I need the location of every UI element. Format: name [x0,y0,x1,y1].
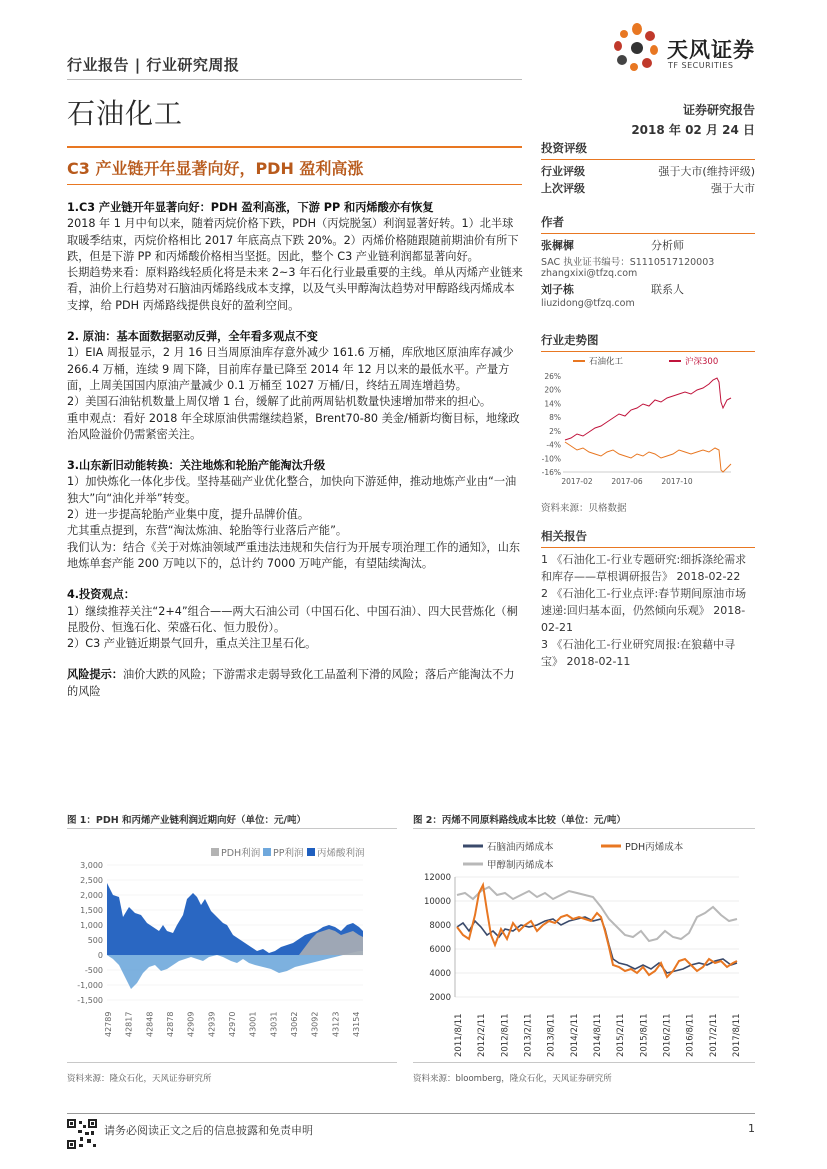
fig2-title: 图 2：丙烯不同原料路线成本比较（单位：元/吨） [413,815,626,826]
author-1-name: 张樨樨 [541,239,574,252]
section-1-para-1: 2018 年 1 月中旬以来，随着丙烷价格下跌，PDH（丙烷脱氢）利润显著好转。1）北半球取暖季结束，丙烷价格相比 2017 年底高点下跌 20%。2）丙烯价格随跟随前期油价有所下跌，但是下游 PP 和丙烯酸价格相当坚挺。因此，整个 C3 产业链利润都显著向好。 [67,217,519,263]
fig1-y-tick: 0 [97,951,103,960]
trend-block [541,332,755,352]
fig1-x-tick: 42970 [228,1011,237,1037]
headline-rule-bottom [67,184,522,185]
trend-y-tick: 8% [549,413,561,423]
fig1-y-tick: 2,000 [80,891,103,900]
fig1-x-tick: 43154 [352,1011,361,1037]
fig2-x-tick: 2012/8/11 [500,1013,511,1057]
fig2-x-tick: 2013/8/11 [546,1013,557,1057]
footer-disclaimer[interactable]: 请务必阅读正文之后的信息披露和免责申明 [104,1124,313,1137]
related-report-3[interactable]: 3 《石油化工-行业研究周报:在狼藉中寻宝》 2018-02-11 [541,638,736,668]
fig2-x-tick: 2011/8/11 [454,1013,464,1057]
section-2-para-3: 重申观点：看好 2018 年全球原油供需继续趋紧，Brent70-80 美金/桶新均衡目标，地缘政治风险溢价仍需紧密关注。 [67,411,520,441]
section-3-para-4: 我们认为：结合《关于对炼油领域严重违法违规和失信行为开展专项治理工作的通知》，山东地炼单套产能 200 万吨以下的，总计约 7000 万吨产能，有望陆续淘汰。 [67,540,521,570]
fig1-y-tick: 500 [87,936,103,945]
section-4-para-1: 1）继续推荐关注“2+4”组合——两大石油公司（中国石化、中国石油）、四大民营炼化（桐昆股份、恒逸石化、荣盛石化、恒力股份）。 [67,604,518,634]
report-date: 2018 年 02 月 24 日 [631,123,755,137]
fig1-bottom-rule [67,1062,397,1063]
qr-code-icon [67,1119,97,1149]
series-hs300 [565,378,731,440]
fig2-x-tick: 2014/2/11 [569,1013,580,1057]
author-2-role: 联系人 [651,283,684,296]
trend-y-tick: -4% [546,440,561,450]
fig2-x-tick: 2013/2/11 [523,1013,534,1057]
headline-rule-top [67,146,522,148]
section-2-title: 2. 原油：基本面数据驱动反弹，全年看多观点不变 [67,330,318,344]
trend-y-tick: -16% [541,468,561,477]
trend-y-tick: 14% [544,399,561,409]
related-report-2[interactable]: 2 《石油化工-行业点评:春节期间原油市场速递:回归基本面，仍然倾向乐观》 2018-02-21 [541,587,747,634]
section-2-para-2: 2）美国石油钻机数量上周仅增 1 台，缓解了此前两周钻机数量快速增加带来的担心。 [67,395,492,409]
series-naphtha [457,917,737,973]
fig1-rule [67,828,397,829]
legend-swatch-pp [263,848,271,856]
fig1-y-tick: -1,500 [77,996,103,1005]
fig2-x-tick: 2016/2/11 [662,1013,673,1057]
trend-y-tick: 26% [544,372,561,381]
report-type: 证券研究报告 [682,103,755,117]
section-3-title: 3.山东新旧动能转换：关注地炼和轮胎产能淘汰升级 [67,459,326,473]
legend-hs300: 沪深300 [685,357,719,367]
legend-naphtha: 石脑油丙烯成本 [487,842,554,853]
author-2-name: 刘子栋 [541,283,574,296]
legend-mto: 甲醇制丙烯成本 [487,860,554,871]
brand-name-en: TF SECURITIES [668,61,734,70]
fig2-bottom-rule [413,1062,755,1063]
risk-text: 油价大跌的风险；下游需求走弱导致化工品盈利下滑的风险；落后产能淘汰不力的风险 [67,668,515,698]
section-1-title: 1.C3 产业链开年显著向好：PDH 盈利高涨，下游 PP 和丙烯酸亦有恢复 [67,201,434,214]
trend-title: 行业走势图 [541,332,755,352]
fig2-x-tick: 2016/8/11 [685,1013,696,1057]
rating-label: 行业评级 [541,165,585,178]
trend-x-tick: 2017-10 [661,477,693,486]
related-block [541,528,755,670]
rating-block [541,140,755,197]
fig2-x-tick: 2012/2/11 [477,1013,488,1057]
trend-y-tick: 20% [544,385,561,395]
legend-swatch-pdh [211,848,219,856]
fig2-y-tick: 10000 [423,897,451,907]
headline: C3 产业链开年显著向好，PDH 盈利高涨 [67,159,364,178]
section-4-title: 4.投资观点： [67,588,135,602]
fig1-x-tick: 42878 [166,1011,175,1037]
fig1-x-tick: 43062 [290,1011,299,1037]
section-1-para-2: 长期趋势来看：原料路线轻质化将是未来 2~3 年石化行业最重要的主线。单从丙烯产业链来看，油价上行趋势对石脑油丙烯路线成本支撑，以及气头甲醇淘汰趋势对甲醇路线丙烯成本支撑，给 PDH 丙烯路线提供良好的盈利空间。 [67,266,523,312]
rating-value: 强于大市(维持评级) [658,165,755,178]
trend-x-tick: 2017-02 [561,477,593,486]
header-rule [67,79,522,80]
fig1-x-tick: 42848 [145,1011,155,1037]
section-4-para-2: 2）C3 产业链近期景气回升，重点关注卫星石化。 [67,637,317,651]
fig1-title: 图 1：PDH 和丙烯产业链利润近期向好（单位：元/吨） [67,815,306,826]
fig2-x-tick: 2015/2/11 [616,1013,627,1057]
risk-label: 风险提示： [67,668,123,682]
report-category: 行业报告 | 行业研究周报 [67,56,240,74]
fig2-source: 资料来源：bloomberg，隆众石化，天风证券研究所 [413,1074,612,1084]
prev-rating-label: 上次评级 [541,182,585,195]
fig2-x-tick: 2017/2/11 [708,1013,719,1057]
fig2-chart [413,835,755,1060]
fig1-x-tick: 43001 [248,1011,258,1037]
authors-block [541,214,755,309]
rating-title: 投资评级 [541,140,755,160]
tf-logo-icon [610,20,664,74]
fig2-y-tick: 6000 [429,945,451,955]
related-title: 相关报告 [541,528,755,548]
trend-y-tick: -10% [541,454,561,464]
fig1-y-tick: -1,000 [77,981,103,990]
legend-swatch-acrylic [307,848,315,856]
fig1-y-tick: 3,000 [80,861,103,870]
fig1-x-tick: 42789 [104,1011,113,1037]
fig1-x-tick: 43123 [331,1011,341,1037]
fig2-x-tick: 2017/8/11 [732,1013,742,1057]
legend-pp: PP利润 [273,848,304,859]
section-2-para-1: 1）EIA 周报显示，2 月 16 日当周原油库存意外减少 161.6 万桶，库欣地区原油库存减少 266.4 万桶，连续 9 周下降，目前库存量已降至 2014 年 12 月以来的最低水平。产量方面，上周美国国内原油产量减少 0.1 万桶至 1027 万桶/日，终结五周连增趋势。 [67,346,514,392]
fig1-x-tick: 42817 [124,1011,134,1037]
section-3-para-1: 1）加快炼化一体化步伐。坚持基础产业优化整合，加快向下游延伸，推动地炼产业由“一油独大”向“油化并举”转变。 [67,475,517,505]
fig1-x-tick: 43092 [310,1011,320,1037]
prev-rating-value: 强于大市 [711,182,755,195]
sector-title: 石油化工 [67,97,184,130]
trend-y-tick: 2% [549,426,561,436]
fig1-y-tick: 2,500 [80,876,103,885]
legend-acrylic: 丙烯酸利润 [317,848,365,859]
trend-source: 资料来源：贝格数据 [541,503,627,514]
fig2-y-tick: 4000 [429,969,451,979]
related-report-1[interactable]: 1 《石油化工-行业专题研究:细拆涤纶需求和库存——草根调研报告》 2018-02-22 [541,553,747,583]
brand-name: 天风证券 [667,38,755,62]
fig2-y-tick: 2000 [429,993,451,1003]
fig2-y-tick: 12000 [423,873,451,883]
author-1-role: 分析师 [651,239,684,252]
page-number: 1 [748,1122,755,1135]
fig1-x-tick: 43031 [269,1011,279,1037]
legend-pdh: PDH利润 [221,848,261,859]
legend-pdh-cost: PDH丙烯成本 [625,842,684,853]
fig1-source: 资料来源：隆众石化，天风证券研究所 [67,1074,212,1084]
fig1-x-tick: 42909 [186,1011,196,1037]
risk-warning [67,667,523,700]
section-3-para-3: 尤其重点提到，东营“淘汰炼油、轮胎等行业落后产能”。 [67,524,348,538]
fig1-y-tick: 1,000 [80,921,103,930]
fig1-y-tick: -500 [84,966,103,975]
fig1-y-tick: 1,500 [80,906,103,915]
section-3-para-2: 2）进一步提高轮胎产业集中度，提升品牌价值。 [67,508,310,522]
fig2-x-tick: 2015/8/11 [639,1013,650,1057]
author-2-email[interactable]: liuzidong@tfzq.com [541,298,635,309]
author-1-cert: SAC 执业证书编号：S1110517120003 [541,257,715,268]
series-petrochem [565,442,731,472]
fig1-x-tick: 42939 [207,1011,217,1037]
fig2-x-tick: 2014/8/11 [593,1013,603,1057]
fig1-chart [67,835,397,1060]
trend-x-tick: 2017-06 [611,477,643,486]
authors-title: 作者 [541,214,755,234]
author-1-email[interactable]: zhangxixi@tfzq.com [541,268,638,279]
trend-chart [541,352,755,492]
main-body [67,200,523,700]
fig2-rule [413,828,755,829]
footer-rule [67,1113,755,1114]
legend-petrochem: 石油化工 [589,357,624,367]
fig2-y-tick: 8000 [429,921,451,931]
